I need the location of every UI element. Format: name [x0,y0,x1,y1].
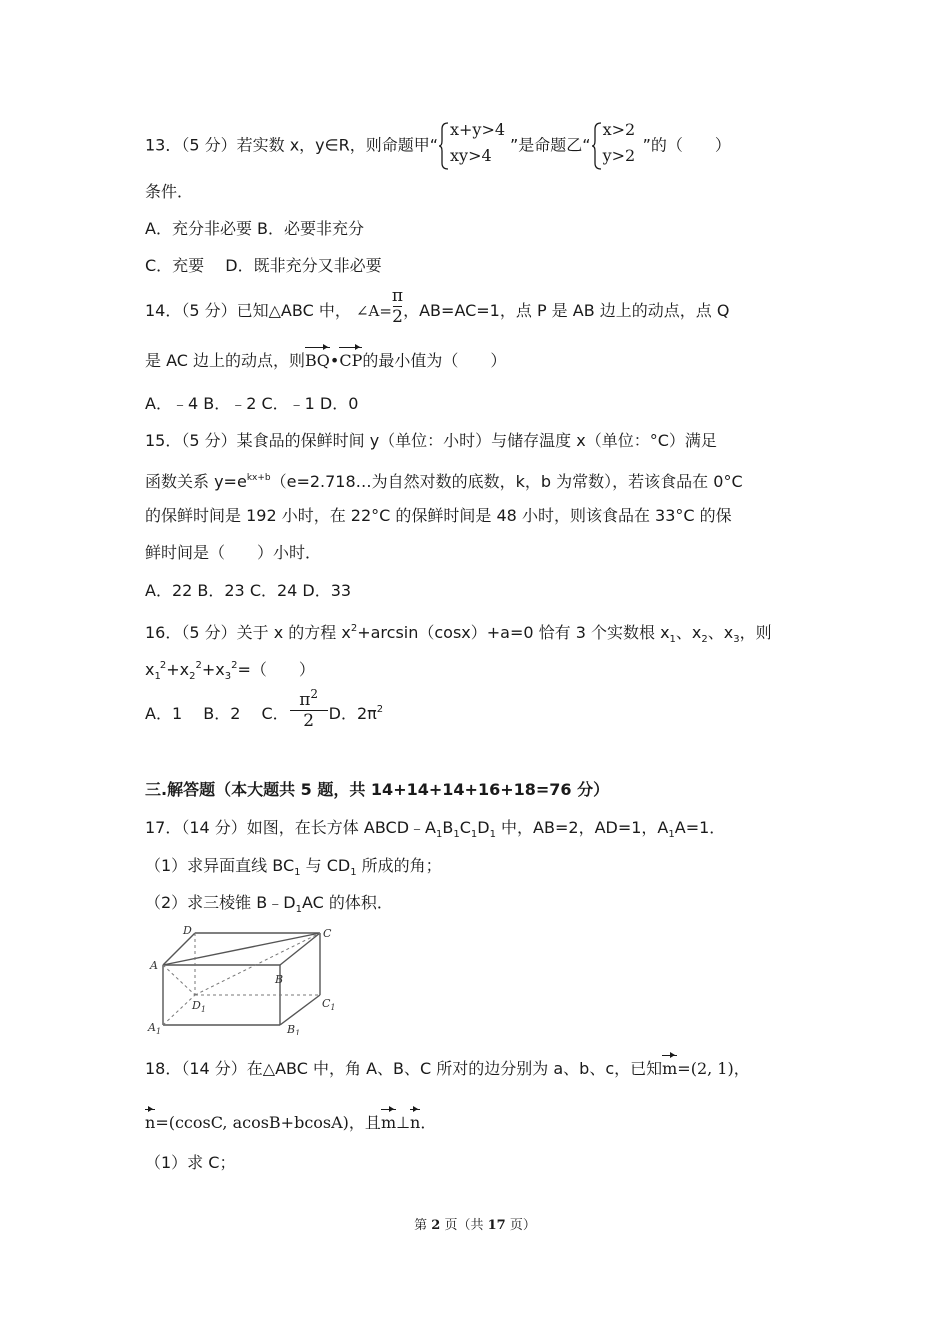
q14-angle-den: 2 [392,307,403,327]
q15-line1: 15．（5 分）某食品的保鲜时间 y（单位：小时）与储存温度 x（单位：°C）满足 [145,431,717,450]
q13-jia-line2: xy>4 [450,146,492,165]
q17-p2-a: （2）求三棱锥 B﹣D [145,893,296,912]
q13-yi-line2: y>2 [602,146,636,165]
q17-p1-c: 所成的角； [356,856,442,875]
q17-p2-b: AC 的体积． [301,893,393,912]
q18-n-value: =(ccosC, acosB+bcosA) [155,1113,349,1132]
q15-line3: 的保鲜时间是 192 小时，在 22°C 的保鲜时间是 48 小时，则该食品在 33°C 的保 [145,506,732,525]
q16-l2-s3: 3 [224,671,232,682]
q17-sub: 1 [453,829,460,840]
q18-and: ，且 [348,1113,381,1132]
q17-text-a: 17．（14 分）如图，在长方体 ABCD﹣A [145,818,436,837]
q17-sub: 1 [668,829,675,840]
q18-perp: ⊥ [396,1113,411,1132]
q17-part2 [145,892,393,921]
q17-b: B [442,818,454,837]
q16-l2-end: =（ ） [237,660,315,679]
q17-p1-sub1: 1 [294,867,301,878]
label-c1: $C_1$ [322,997,336,1012]
q17-c: C [459,818,471,837]
q13-options-2: C．充要 D．既非充分又非必要 [145,256,382,275]
label-a1: $A_1$ [148,1021,162,1035]
q13-line1 [145,121,731,171]
page-footer [0,1214,950,1233]
q16-text-a: 16．（5 分）关于 x 的方程 x [145,623,351,642]
cuboid-figure [140,925,340,1035]
q13-system-jia [438,121,510,171]
q16-sup: 2 [350,623,358,634]
label-a: A [150,959,158,972]
label-b1: $B_1$ [287,1023,301,1035]
q17-p2-sub: 1 [295,904,302,915]
edge-ad [163,933,195,965]
label-d: D [183,925,192,937]
q16-l2-p1: 2 [159,660,167,671]
q16-l2-s2: 2 [189,671,196,682]
q14-line2 [145,350,506,372]
q17-part1 [145,855,442,884]
q18-text-a: 18．（14 分）在△ABC 中，角 A、B、C 所对的边分别为 a、b、c，已知 [145,1059,663,1078]
q17-text-c: A=1． [674,818,726,837]
hidden-d1c [195,933,320,995]
q16-fraction [289,684,329,731]
q16-frac-den: 2 [303,711,315,731]
q18-end: ． [420,1113,437,1132]
q13-suffix: ”的（ ） [642,135,731,155]
q15-line4: 鲜时间是（ ）小时． [145,543,322,562]
q14-vector-cp: CP [339,351,363,370]
q13-middle: ”是命题乙“ [510,135,591,155]
q14-options: A．﹣4 B．﹣2 C．﹣1 D．0 [145,394,359,413]
q16-sub2: 2 [701,634,708,645]
q18-m-value: =(2, 1) [677,1059,734,1078]
label-b: B [275,973,284,986]
q15-exponent: kx+b [246,473,271,483]
footer-page-number: 2 [431,1218,441,1233]
edge-bc [280,933,320,965]
left-brace-icon [591,121,603,171]
footer-text-a: 第 [414,1218,432,1233]
q15-line2 [145,467,743,493]
q17-p1-a: （1）求异面直线 BC [145,856,295,875]
q17-p1-b: 与 CD [300,856,351,875]
q16-options [145,687,384,731]
q18-vector-m2: m [380,1113,397,1132]
q16-line1 [145,618,772,651]
q14-after-angle: ，AB=AC=1，点 P 是 AB 边上的动点，点 Q [403,301,730,320]
q16-sep2: 、x [707,623,734,642]
q16-l2-s1: 1 [154,671,161,682]
q16-frac-sup: 2 [310,687,319,701]
q13-system-yi [591,121,643,171]
edge-b1c1 [280,995,320,1025]
q16-sub1: 1 [669,634,676,645]
footer-text-c: 页） [505,1218,536,1233]
q18-vector-m: m [662,1059,678,1078]
diag-ac [163,933,320,965]
footer-total-pages: 17 [487,1218,506,1233]
left-brace-icon [438,121,450,171]
q17-text-b: 中，AB=2，AD=1，A [495,818,669,837]
q18-vector-n2: n [410,1113,421,1132]
label-c: C [323,927,332,940]
q16-opt-d-sup: 2 [376,704,384,715]
q17-d: D [477,818,490,837]
q18-line1-end: ， [733,1059,750,1078]
q16-opt-d: D．2π [328,704,377,723]
q16-opt-a: A．1 B．2 C． [145,704,289,723]
q16-l2-p2: 2 [195,660,202,671]
q17-sub: 1 [489,829,496,840]
q16-l2-plus1: +x [166,660,190,679]
q16-sub3: 3 [733,634,740,645]
q13-options-1: A．充分非必要 B．必要非充分 [145,219,365,238]
q14-vector-bq: BQ [305,351,330,370]
q18-line1 [145,1058,750,1080]
q15-options: A．22 B．23 C．24 D．33 [145,581,352,600]
q13-jia-line1: x+y>4 [450,120,506,139]
q15-line2-a: 函数关系 y=e [145,472,247,491]
q18-vector-n: n [145,1113,156,1132]
hidden-ad1 [163,965,195,995]
q14-angle-label: ∠A= [355,302,392,320]
q16-text-b: +arcsin（cosx）+a=0 恰有 3 个实数根 x [357,623,670,642]
q14-line2-suffix: 的最小值为（ ） [362,351,507,370]
q16-l2-p3: 2 [231,660,238,671]
q17-sub: 1 [435,829,443,840]
footer-text-b: 页（共 [440,1218,488,1233]
q14-prefix: 14．（5 分）已知△ABC 中， [145,301,351,320]
q16-l2-x: x [145,660,155,679]
section3-title: 三.解答题（本大题共 5 题，共 14+14+14+16+18=76 分） [145,780,610,799]
q14-line2-prefix: 是 AC 边上的动点，则 [145,351,306,370]
q15-line2-b: （e=2.718…为自然对数的底数，k，b 为常数），若该食品在 0°C [270,472,743,491]
label-d1: $D_1$ [192,999,206,1014]
q13-prefix: 13．（5 分）若实数 x，y∈R，则命题甲“ [145,135,438,155]
q17-p1-sub2: 1 [350,867,357,878]
q16-end: ，则 [739,623,772,642]
q13-cont: 条件． [145,182,194,201]
q16-l2-plus2: +x [201,660,225,679]
q14-line1 [145,286,730,327]
q17-line1 [145,817,725,846]
q16-sep1: 、x [675,623,702,642]
q13-yi-line1: x>2 [602,120,636,139]
q14-dot: • [329,351,340,370]
q14-angle-fraction [392,286,403,327]
q17-sub: 1 [470,829,478,840]
hidden-a1d1 [163,995,195,1025]
q16-frac-num: π [299,690,311,710]
q14-angle-num: π [391,286,404,306]
q18-line2 [145,1112,436,1134]
q18-part1: （1）求 C； [145,1153,236,1172]
